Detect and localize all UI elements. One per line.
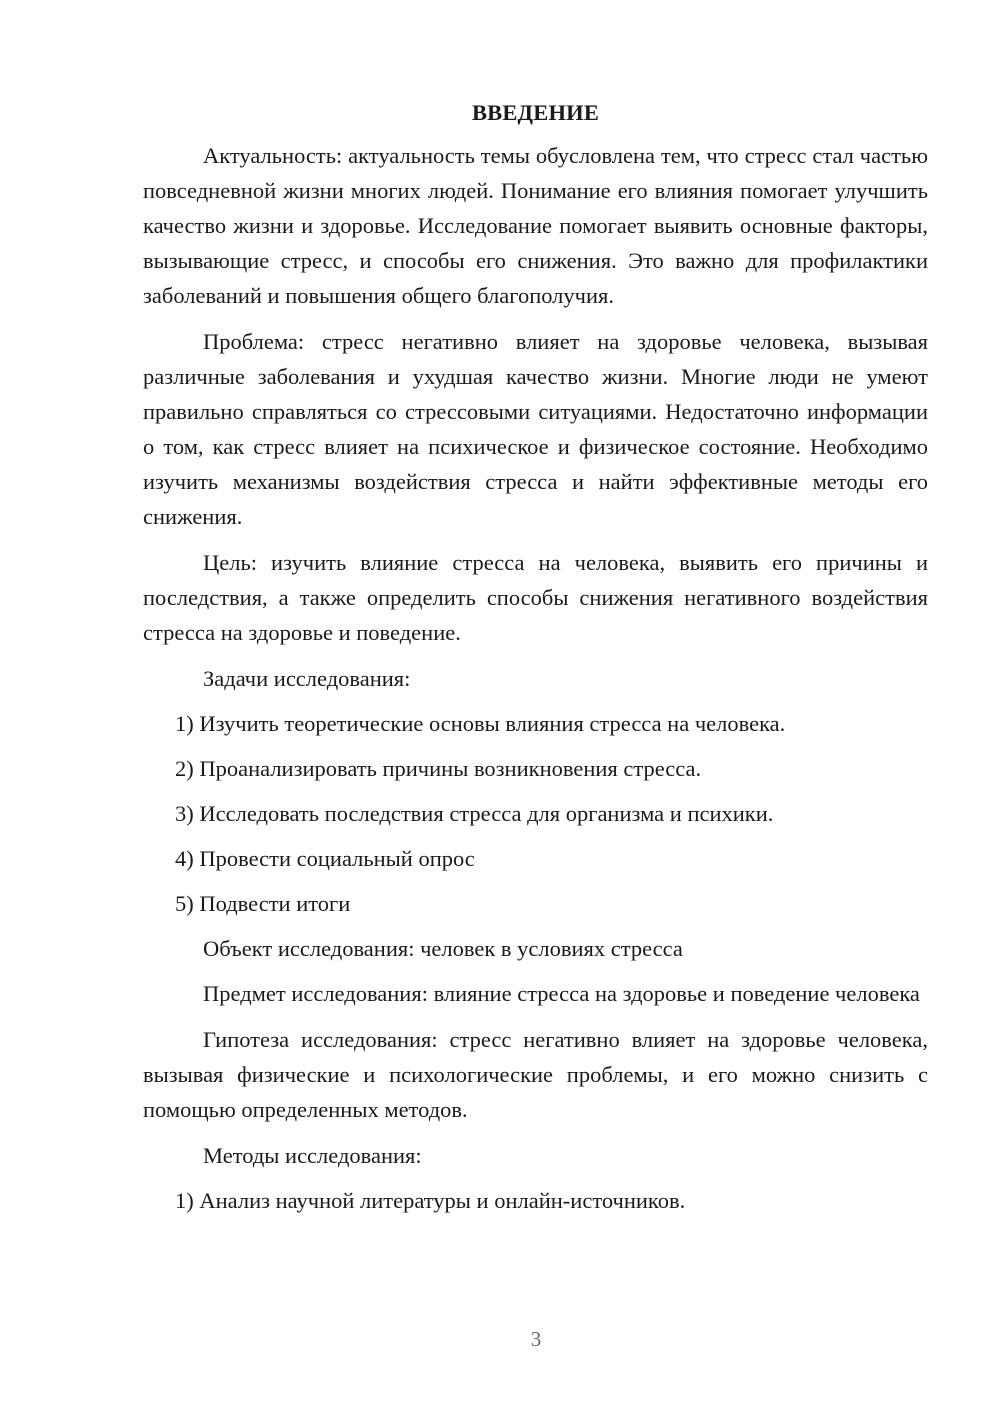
page-number: 3 — [530, 1327, 542, 1351]
task-item: 5) Подвести итоги — [175, 891, 351, 916]
task-item: 3) Исследовать последствия стресса для организма и психики. — [175, 801, 774, 826]
relevance-paragraph: Актуальность: актуальность темы обусловлена тем, что стресс стал частью повседневной жизни многих людей. Понимание его влияния помогает улучшить качество жизни и здоровье. Исследование помогает выявить основные факторы, вызывающие стресс, и способы его снижения. Это важно для профилактики заболеваний и повышения общего благополучия. — [143, 143, 928, 308]
problem-paragraph: Проблема: стресс негативно влияет на здоровье человека, вызывая различные заболевания и ухудшая качество жизни. Многие люди не умеют правильно справляться со стрессовыми ситуациями. Недостаточно информации о том, как стресс влияет на психическое и физическое состояние. Необходимо изучить механизмы воздействия стресса и найти эффективные методы его снижения. — [143, 329, 928, 529]
object-statement: Объект исследования: человек в условиях стресса — [203, 936, 683, 961]
task-item: 2) Проанализировать причины возникновения стресса. — [175, 756, 702, 781]
tasks-label: Задачи исследования: — [203, 666, 411, 691]
goal-paragraph: Цель: изучить влияние стресса на человека, выявить его причины и последствия, а также определить способы снижения негативного воздействия стресса на здоровье и поведение. — [143, 550, 928, 645]
subject-paragraph: Предмет исследования: влияние стресса на здоровье и поведение человека — [203, 981, 920, 1006]
hypothesis-paragraph: Гипотеза исследования: стресс негативно влияет на здоровье человека, вызывая физические и психологические проблемы, и его можно снизить с помощью определенных методов. — [143, 1027, 928, 1122]
tasks-list — [143, 706, 928, 921]
page-title: ВВЕДЕНИЕ — [471, 100, 600, 125]
method-item: 1) Анализ научной литературы и онлайн-источников. — [175, 1188, 686, 1213]
task-item: 1) Изучить теоретические основы влияния стресса на человека. — [175, 711, 786, 736]
task-item: 4) Провести социальный опрос — [175, 846, 475, 871]
methods-list — [143, 1183, 928, 1218]
methods-label: Методы исследования: — [203, 1143, 422, 1168]
page-content — [143, 95, 928, 1228]
